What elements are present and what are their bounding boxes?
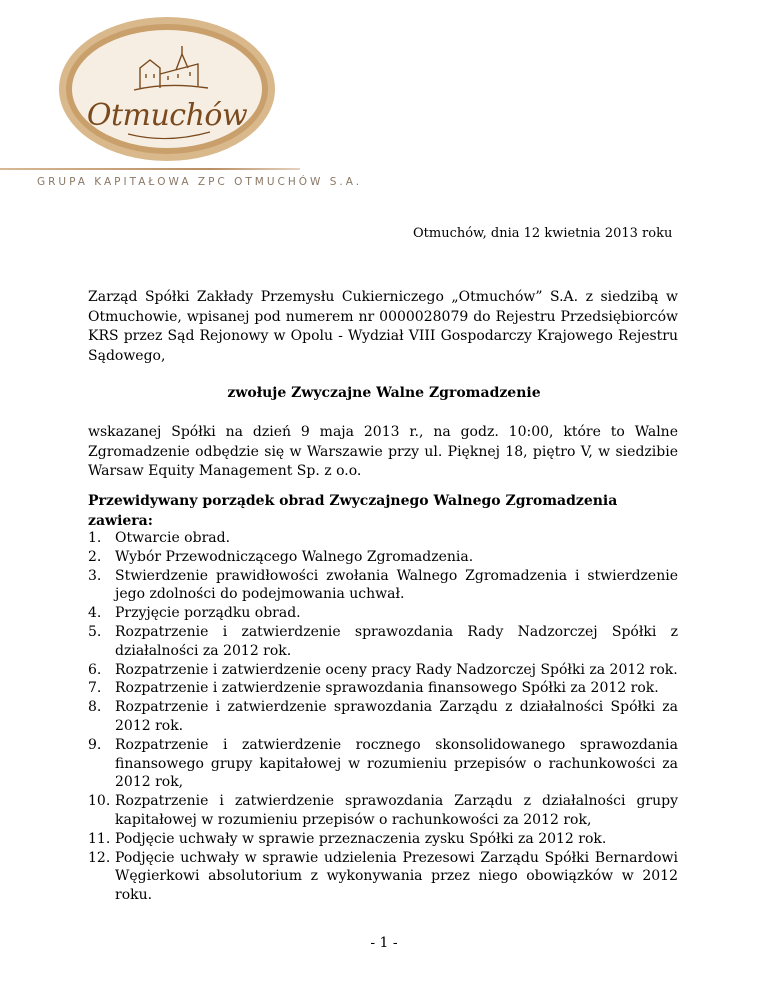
agenda-item: 2. Wybór Przewodniczącego Walnego Zgromadzenia. [88,548,474,565]
agenda-item: 11. Podjęcie uchwały w sprawie przeznaczenia zysku Spółki za 2012 rok. [88,830,607,847]
agenda-item: 10. Rozpatrzenie i zatwierdzenie sprawozdania Zarządu z działalności grupy kapitałowej w rozumieniu przepisów o rachunkowości za 2012 rok, [88,793,678,828]
group-name: GRUPA KAPITAŁOWA ZPC OTMUCHÓW S.A. [37,176,363,188]
agenda-item: 1. Otwarcie obrad. [88,530,231,546]
agenda-item: 5. Rozpatrzenie i zatwierdzenie sprawozdania Rady Nadzorczej Spółki z działalności za 2012 rok. [88,623,678,659]
agenda-item: 8. Rozpatrzenie i zatwierdzenie sprawozdania Zarządu z działalności Spółki za 2012 rok. [88,699,678,734]
logo-emblem-icon [58,16,276,162]
page-number: - 1 - [370,935,398,951]
logo-wordmark: Otmuchów [86,98,248,133]
date-line: Otmuchów, dnia 12 kwietnia 2013 roku [413,226,673,241]
company-logo [58,16,276,162]
agenda-item: 3. Stwierdzenie prawidłowości zwołania Walnego Zgromadzenia i stwierdzenie jego zdolności do podejmowania uchwał. [88,567,678,603]
convene-heading: zwołuje Zwyczajne Walne Zgromadzenie [227,385,541,401]
header-divider [0,168,300,170]
agenda-heading: Przewidywany porządek obrad Zwyczajnego Walnego Zgromadzenia zawiera: [88,493,618,529]
meeting-details-paragraph: wskazanej Spółki na dzień 9 maja 2013 r., na godz. 10:00, które to Walne Zgromadzenie odbędzie się w Warszawie przy ul. Pięknej 18, piętro V, w siedzibie Warsaw Equity Management Sp. z o.o. [88,424,678,479]
agenda-item: 6. Rozpatrzenie i zatwierdzenie oceny pracy Rady Nadzorczej Spółki za 2012 rok. [88,661,678,678]
agenda-item: 12. Podjęcie uchwały w sprawie udzielenia Prezesowi Zarządu Spółki Bernardowi Węgierkowi absolutorium z wykonywania przez niego obowiązków w 2012 roku. [88,849,678,904]
agenda-item: 9. Rozpatrzenie i zatwierdzenie rocznego skonsolidowanego sprawozdania finansowego grupy kapitałowej w rozumieniu przepisów o rachunkowości za 2012 rok, [88,736,678,791]
agenda-list [88,529,678,905]
agenda-item: 7. Rozpatrzenie i zatwierdzenie sprawozdania finansowego Spółki za 2012 rok. [88,680,659,697]
agenda-item: 4. Przyjęcie porządku obrad. [88,605,301,622]
intro-paragraph: Zarząd Spółki Zakłady Przemysłu Cukierniczego „Otmuchów” S.A. z siedzibą w Otmuchowie, wpisanej pod numerem nr 0000028079 do Rejestru Przedsiębiorców KRS przez Sąd Rejonowy w Opolu - Wydział VIII Gospodarczy Krajowego Rejestru Sądowego, [88,289,678,364]
